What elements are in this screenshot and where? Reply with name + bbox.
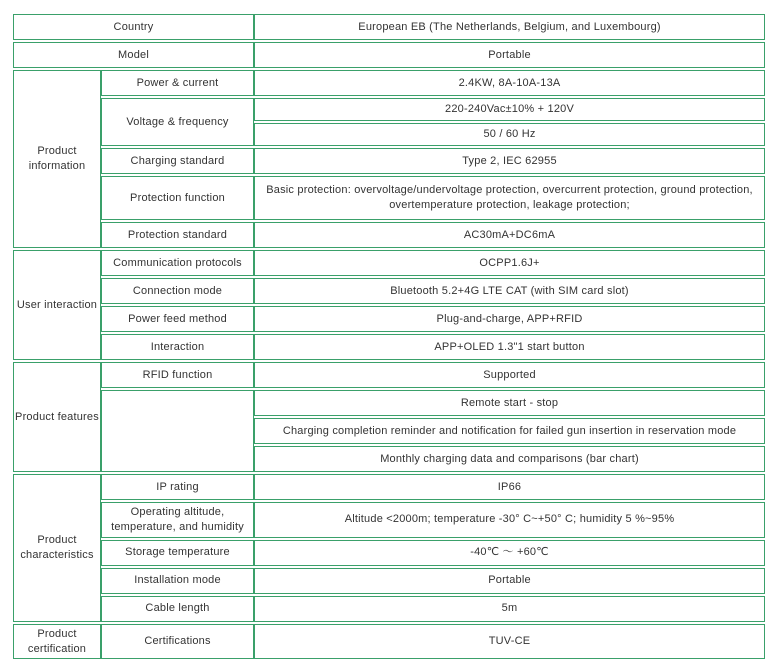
power-feed-method-label: Power feed method [101, 306, 254, 332]
spec-sheet [13, 12, 765, 661]
cable-length-label: Cable length [101, 596, 254, 622]
installation-mode-value: Portable [254, 568, 765, 594]
rfid-function-value: Supported [254, 362, 765, 388]
protection-function-label: Protection function [101, 176, 254, 220]
row-installation-mode [13, 568, 765, 594]
row-model [13, 42, 765, 68]
protection-standard-label: Protection standard [101, 222, 254, 248]
country-value: European EB (The Netherlands, Belgium, and Luxembourg) [254, 14, 765, 40]
charging-standard-value: Type 2, IEC 62955 [254, 148, 765, 174]
row-protection-function [13, 176, 765, 220]
row-cable-length [13, 596, 765, 622]
row-protection-standard [13, 222, 765, 248]
row-communication-protocols [13, 250, 765, 276]
row-feature-remote [13, 390, 765, 416]
row-voltage-top [13, 98, 765, 121]
certifications-label: Certifications [101, 624, 254, 660]
row-interaction [13, 334, 765, 360]
protection-function-value: Basic protection: overvoltage/undervoltage protection, overcurrent protection, ground protection, overtemperature protection, leakage protection; [254, 176, 765, 220]
model-value: Portable [254, 42, 765, 68]
storage-temperature-value: -40℃ ～ +60℃ [254, 540, 765, 566]
communication-protocols-label: Communication protocols [101, 250, 254, 276]
row-power-feed-method [13, 306, 765, 332]
interaction-label: Interaction [101, 334, 254, 360]
row-storage-temperature [13, 540, 765, 566]
protection-standard-value: AC30mA+DC6mA [254, 222, 765, 248]
feature-remote-start-stop: Remote start - stop [254, 390, 765, 416]
connection-mode-value: Bluetooth 5.2+4G LTE CAT (with SIM card slot) [254, 278, 765, 304]
connection-mode-label: Connection mode [101, 278, 254, 304]
row-connection-mode [13, 278, 765, 304]
ip-rating-value: IP66 [254, 474, 765, 500]
feature-monthly-charging-data: Monthly charging data and comparisons (bar chart) [254, 446, 765, 472]
row-rfid-function [13, 362, 765, 388]
row-power-current [13, 70, 765, 96]
power-current-value: 2.4KW, 8A-10A-13A [254, 70, 765, 96]
certifications-value: TUV-CE [254, 624, 765, 660]
storage-temperature-label: Storage temperature [101, 540, 254, 566]
feature-charging-completion-reminder: Charging completion reminder and notification for failed gun insertion in reservation mode [254, 418, 765, 444]
installation-mode-label: Installation mode [101, 568, 254, 594]
power-feed-method-value: Plug-and-charge, APP+RFID [254, 306, 765, 332]
voltage-frequency-value-bottom: 50 / 60 Hz [254, 123, 765, 146]
row-certifications [13, 624, 765, 660]
operating-altitude-label: Operating altitude, temperature, and humidity [101, 502, 254, 538]
rfid-function-label: RFID function [101, 362, 254, 388]
country-label: Country [13, 14, 254, 40]
group-user-interaction: User interaction [13, 250, 101, 360]
group-product-information: Product information [13, 70, 101, 248]
interaction-value: APP+OLED 1.3"1 start button [254, 334, 765, 360]
communication-protocols-value: OCPP1.6J+ [254, 250, 765, 276]
ip-rating-label: IP rating [101, 474, 254, 500]
voltage-frequency-label: Voltage & frequency [101, 98, 254, 146]
features-empty-cell [101, 390, 254, 472]
charging-standard-label: Charging standard [101, 148, 254, 174]
row-charging-standard [13, 148, 765, 174]
model-label: Model [13, 42, 254, 68]
power-current-label: Power & current [101, 70, 254, 96]
group-product-features: Product features [13, 362, 101, 472]
row-operating-altitude [13, 502, 765, 538]
voltage-frequency-value-top: 220-240Vac±10% + 120V [254, 98, 765, 121]
cable-length-value: 5m [254, 596, 765, 622]
operating-altitude-value: Altitude <2000m; temperature -30° C~+50° C; humidity 5 %~95% [254, 502, 765, 538]
row-ip-rating [13, 474, 765, 500]
group-product-certification: Product certification [13, 624, 101, 660]
row-country [13, 14, 765, 40]
spec-table [13, 12, 765, 661]
group-product-characteristics: Product characteristics [13, 474, 101, 622]
